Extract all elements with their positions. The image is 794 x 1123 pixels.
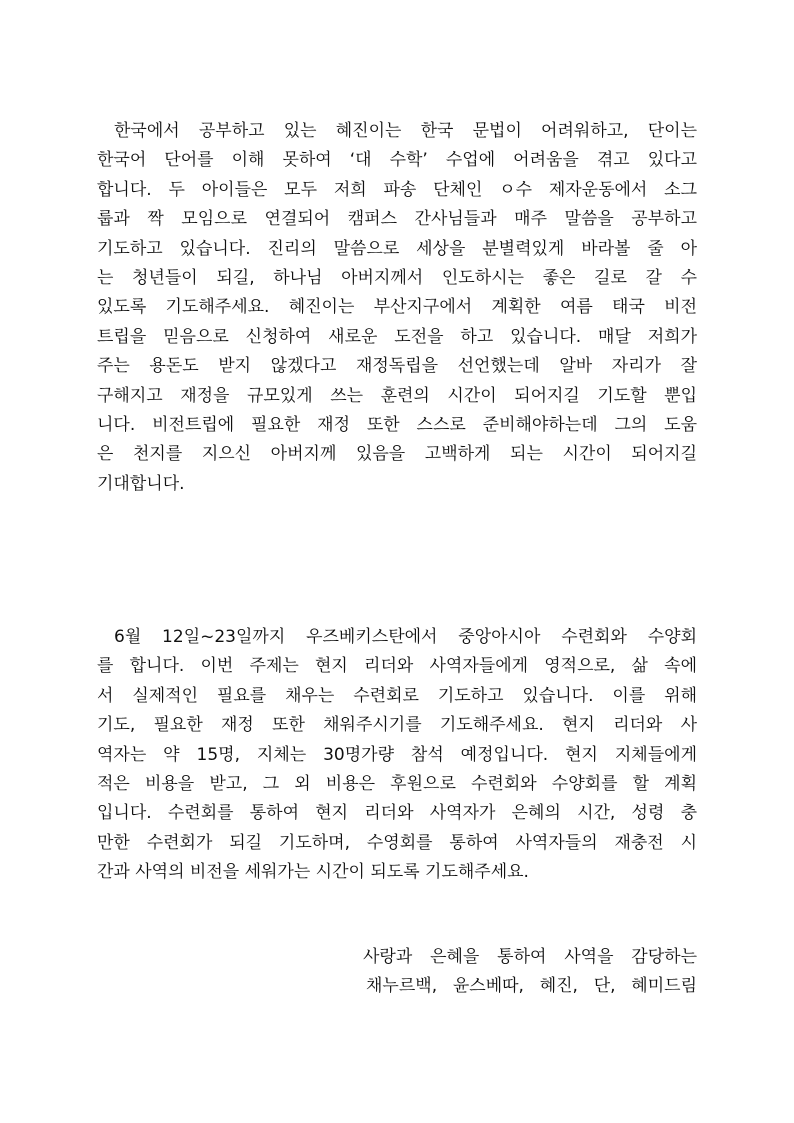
signature-line-2: 채누르백, 윤스베따, 혜진, 단, 혜미드림 — [366, 976, 697, 997]
text-line: 구해지고 재정을 규모있게 쓰는 훈련의 시간이 되어지길 기도할 뿐입 — [97, 385, 697, 406]
text-line: 니다. 비전트립에 필요한 재정 또한 스스로 준비해야하는데 그의 도움 — [97, 414, 697, 435]
text-line: 는 청년들이 되길, 하나님 아버지께서 인도하시는 좋은 길로 갈 수 — [97, 267, 697, 288]
text-line: 있도록 기도해주세요. 혜진이는 부산지구에서 계획한 여름 태국 비전 — [97, 297, 697, 318]
signature-line-1: 사랑과 은혜을 통하여 사역을 감당하는 — [363, 947, 697, 967]
text-line: 기도, 필요한 재정 또한 채워주시기를 기도해주세요. 현지 리더와 사 — [97, 715, 697, 736]
text-line: 서 실제적인 필요를 채우는 수련회로 기도하고 있습니다. 이를 위해 — [97, 685, 697, 706]
text-line: 룹과 짝 모임으로 연결되어 캠퍼스 간사님들과 매주 말씀을 공부하고 — [97, 209, 697, 230]
paragraph-retreat-update — [97, 623, 697, 888]
text-line: 입니다. 수련회를 통하여 현지 리더와 사역자가 은혜의 시간, 성령 충 — [97, 803, 697, 824]
text-line: 6월 12일~23일까지 우즈베키스탄에서 중앙아시아 수련회와 수양회 — [114, 627, 697, 647]
text-line: 한국에서 공부하고 있는 혜진이는 한국 문법이 어려워하고, 단이는 — [114, 121, 697, 141]
text-line: 기대합니다. — [97, 473, 185, 494]
text-line: 적은 비용을 받고, 그 외 비용은 후원으로 수련회와 수양회를 할 계획 — [97, 773, 697, 794]
text-line: 역자는 약 15명, 지체는 30명가량 참석 예정입니다. 현지 지체들에게 — [97, 744, 697, 765]
text-line: 트립을 믿음으로 신청하여 새로운 도전을 하고 있습니다. 매달 저희가 — [97, 326, 697, 347]
text-line: 만한 수련회가 되길 기도하며, 수영회를 통하여 사역자들의 재충전 시 — [97, 832, 697, 853]
text-line: 간과 사역의 비전을 세워가는 시간이 되도록 기도해주세요. — [97, 862, 529, 883]
paragraph-children-update — [97, 117, 697, 499]
text-line: 은 천지를 지으신 아버지께 있음을 고백하게 되는 시간이 되어지길 — [97, 444, 697, 465]
text-line: 주는 용돈도 받지 않겠다고 재정독립을 선언했는데 알바 자리가 잘 — [97, 356, 697, 377]
signature-block — [363, 943, 697, 1002]
text-line: 를 합니다. 이번 주제는 현지 리더와 사역자들에게 영적으로, 삶 속에 — [97, 656, 697, 677]
text-line: 한국어 단어를 이해 못하여 ‘대 수학’ 수업에 어려움을 겪고 있다고 — [97, 150, 697, 171]
text-line: 합니다. 두 아이들은 모두 저희 파송 단체인 ㅇ수 제자운동에서 소그 — [97, 179, 697, 200]
text-line: 기도하고 있습니다. 진리의 말씀으로 세상을 분별력있게 바라볼 줄 아 — [97, 238, 697, 259]
